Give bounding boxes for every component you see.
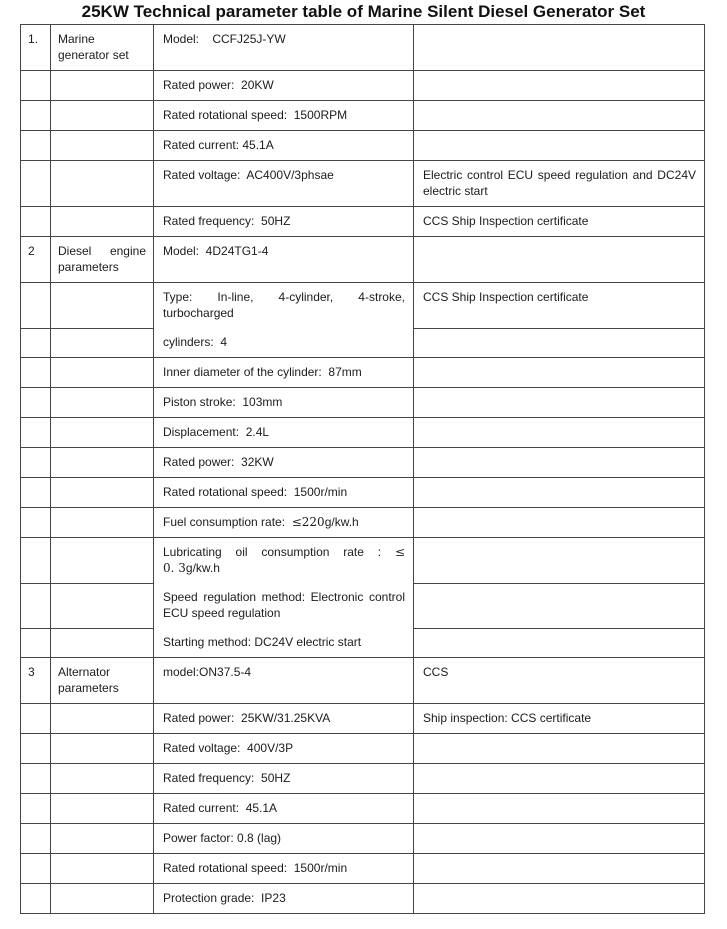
table-row xyxy=(21,478,705,508)
row-number-cell: 2 xyxy=(21,237,51,283)
serif-value-text: 0. 3 xyxy=(163,561,186,575)
parameter-cell: Rated power: 25KW/31.25KVA xyxy=(154,704,414,734)
note-cell xyxy=(414,884,705,914)
category-cell xyxy=(51,794,154,824)
category-cell: Diesel engine parameters xyxy=(51,237,154,283)
row-number-cell xyxy=(21,628,51,658)
row-number-cell xyxy=(21,283,51,329)
row-number-cell xyxy=(21,131,51,161)
table-row xyxy=(21,358,705,388)
row-number-cell xyxy=(21,358,51,388)
category-cell xyxy=(51,824,154,854)
row-number-cell xyxy=(21,884,51,914)
parameter-cell: Displacement: 2.4L xyxy=(154,418,414,448)
note-cell xyxy=(414,418,705,448)
serif-value-text: ≤ xyxy=(394,545,405,559)
row-number-cell xyxy=(21,448,51,478)
table-row xyxy=(21,101,705,131)
row-number-cell xyxy=(21,824,51,854)
row-number-cell xyxy=(21,207,51,237)
row-number-cell xyxy=(21,734,51,764)
category-cell xyxy=(51,764,154,794)
note-cell: Electric control ECU speed regulation and DC24V electric start xyxy=(414,161,705,207)
table-row xyxy=(21,583,705,628)
category-cell xyxy=(51,388,154,418)
note-cell: CCS Ship Inspection certificate xyxy=(414,283,705,329)
note-cell xyxy=(414,538,705,584)
category-cell xyxy=(51,704,154,734)
table-row xyxy=(21,283,705,329)
table-row xyxy=(21,25,705,71)
table-row xyxy=(21,658,705,704)
note-cell xyxy=(414,764,705,794)
table-row xyxy=(21,71,705,101)
table-row xyxy=(21,328,705,358)
note-cell xyxy=(414,508,705,538)
category-cell xyxy=(51,478,154,508)
row-number-cell xyxy=(21,418,51,448)
note-cell xyxy=(414,237,705,283)
note-cell xyxy=(414,101,705,131)
parameter-cell: Rated frequency: 50HZ xyxy=(154,764,414,794)
parameter-cell: Rated rotational speed: 1500r/min xyxy=(154,854,414,884)
parameter-cell: Speed regulation method: Electronic control ECU speed regulation xyxy=(154,583,414,628)
parameter-cell: Rated rotational speed: 1500RPM xyxy=(154,101,414,131)
note-cell xyxy=(414,854,705,884)
row-number-cell xyxy=(21,704,51,734)
note-cell xyxy=(414,794,705,824)
note-cell xyxy=(414,358,705,388)
parameter-cell: model:ON37.5-4 xyxy=(154,658,414,704)
note-cell xyxy=(414,628,705,658)
row-number-cell xyxy=(21,478,51,508)
note-cell xyxy=(414,131,705,161)
table-row xyxy=(21,161,705,207)
note-cell xyxy=(414,25,705,71)
category-cell xyxy=(51,131,154,161)
category-cell xyxy=(51,884,154,914)
table-row xyxy=(21,794,705,824)
table-row xyxy=(21,824,705,854)
table-row xyxy=(21,388,705,418)
table-body xyxy=(21,25,705,914)
parameter-cell: Rated voltage: AC400V/3phsae xyxy=(154,161,414,207)
category-cell xyxy=(51,583,154,628)
table-row xyxy=(21,734,705,764)
table-row xyxy=(21,854,705,884)
table-row xyxy=(21,207,705,237)
table-row xyxy=(21,131,705,161)
parameter-cell xyxy=(154,538,414,584)
parameter-text: g/kw.h xyxy=(324,515,359,529)
note-cell xyxy=(414,583,705,628)
category-cell xyxy=(51,328,154,358)
category-cell: Alternator parameters xyxy=(51,658,154,704)
parameter-cell: Model: 4D24TG1-4 xyxy=(154,237,414,283)
row-number-cell xyxy=(21,794,51,824)
parameter-text: g/kw.h xyxy=(185,561,220,575)
category-cell xyxy=(51,418,154,448)
row-number-cell xyxy=(21,854,51,884)
table-row xyxy=(21,628,705,658)
category-cell xyxy=(51,448,154,478)
parameter-cell: Rated current: 45.1A xyxy=(154,794,414,824)
note-cell: CCS Ship Inspection certificate xyxy=(414,207,705,237)
table-row xyxy=(21,418,705,448)
note-cell xyxy=(414,734,705,764)
category-cell xyxy=(51,734,154,764)
table-row xyxy=(21,538,705,584)
category-cell: Marine generator set xyxy=(51,25,154,71)
row-number-cell xyxy=(21,538,51,584)
parameter-cell: Rated power: 32KW xyxy=(154,448,414,478)
parameter-text: Fuel consumption rate: xyxy=(163,515,292,529)
parameter-cell: Power factor: 0.8 (lag) xyxy=(154,824,414,854)
parameter-cell xyxy=(154,508,414,538)
table-row xyxy=(21,704,705,734)
row-number-cell xyxy=(21,764,51,794)
category-cell xyxy=(51,207,154,237)
table-row xyxy=(21,237,705,283)
parameter-cell: Inner diameter of the cylinder: 87mm xyxy=(154,358,414,388)
table-row xyxy=(21,764,705,794)
row-number-cell xyxy=(21,101,51,131)
row-number-cell xyxy=(21,583,51,628)
row-number-cell xyxy=(21,388,51,418)
parameter-cell: cylinders: 4 xyxy=(154,328,414,358)
category-cell xyxy=(51,538,154,584)
category-cell xyxy=(51,283,154,329)
table-row xyxy=(21,884,705,914)
parameter-cell: Type: In-line, 4-cylinder, 4-stroke, turbocharged xyxy=(154,283,414,329)
parameter-cell: Piston stroke: 103mm xyxy=(154,388,414,418)
category-cell xyxy=(51,628,154,658)
category-cell xyxy=(51,101,154,131)
note-cell xyxy=(414,824,705,854)
parameter-cell: Rated power: 20KW xyxy=(154,71,414,101)
parameter-cell: Rated frequency: 50HZ xyxy=(154,207,414,237)
row-number-cell: 3 xyxy=(21,658,51,704)
page-title: 25KW Technical parameter table of Marine Silent Diesel Generator Set xyxy=(81,2,646,21)
serif-value-text: ≤220 xyxy=(291,515,325,529)
note-cell: Ship inspection: CCS certificate xyxy=(414,704,705,734)
note-cell xyxy=(414,328,705,358)
note-cell xyxy=(414,478,705,508)
category-cell xyxy=(51,854,154,884)
table-row xyxy=(21,508,705,538)
category-cell xyxy=(51,71,154,101)
note-cell xyxy=(414,448,705,478)
parameter-cell: Rated rotational speed: 1500r/min xyxy=(154,478,414,508)
row-number-cell xyxy=(21,71,51,101)
parameter-cell: Model: CCFJ25J-YW xyxy=(154,25,414,71)
note-cell xyxy=(414,388,705,418)
parameter-cell: Rated current: 45.1A xyxy=(154,131,414,161)
row-number-cell xyxy=(21,508,51,538)
note-cell xyxy=(414,71,705,101)
table-row xyxy=(21,448,705,478)
parameter-cell: Starting method: DC24V electric start xyxy=(154,628,414,658)
row-number-cell xyxy=(21,328,51,358)
row-number-cell xyxy=(21,161,51,207)
parameter-cell: Rated voltage: 400V/3P xyxy=(154,734,414,764)
row-number-cell: 1. xyxy=(21,25,51,71)
parameter-table xyxy=(20,24,705,914)
category-cell xyxy=(51,161,154,207)
parameter-text: Lubricating oil consumption rate : xyxy=(163,545,395,559)
parameter-cell: Protection grade: IP23 xyxy=(154,884,414,914)
category-cell xyxy=(51,358,154,388)
note-cell: CCS xyxy=(414,658,705,704)
category-cell xyxy=(51,508,154,538)
